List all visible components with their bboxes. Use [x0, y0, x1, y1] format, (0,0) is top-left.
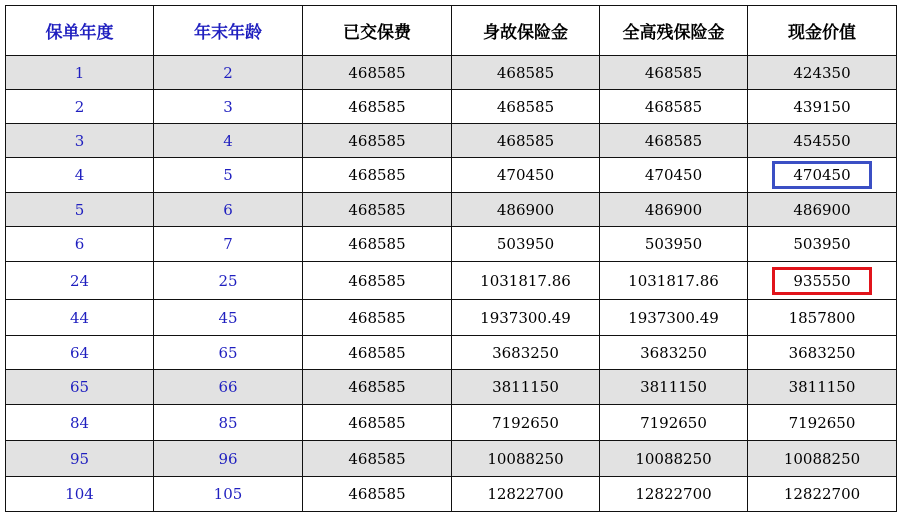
disability-benefit-cell: 1937300.49 [600, 300, 748, 336]
disability-benefit-cell: 3683250 [600, 336, 748, 370]
table-row [6, 158, 897, 193]
policy-table [5, 5, 897, 512]
cash-value-cell: 439150 [748, 90, 897, 124]
table-row [6, 56, 897, 90]
death-benefit-cell: 1937300.49 [452, 300, 600, 336]
premium-cell: 468585 [303, 124, 452, 158]
death-benefit-cell: 470450 [452, 158, 600, 193]
death-benefit-cell: 10088250 [452, 441, 600, 477]
death-benefit-cell: 1031817.86 [452, 262, 600, 300]
age-cell: 6 [154, 193, 303, 227]
death-benefit-cell: 7192650 [452, 405, 600, 441]
premium-cell: 468585 [303, 336, 452, 370]
policy-year-cell: 3 [6, 124, 154, 158]
policy-year-cell: 2 [6, 90, 154, 124]
blue-highlight-box: 470450 [772, 161, 871, 189]
death-benefit-cell: 503950 [452, 227, 600, 262]
premium-cell: 468585 [303, 227, 452, 262]
death-benefit-cell: 3811150 [452, 370, 600, 405]
table-row [6, 300, 897, 336]
table-row [6, 262, 897, 300]
cash-value-cell: 503950 [748, 227, 897, 262]
premium-cell: 468585 [303, 477, 452, 512]
age-cell: 4 [154, 124, 303, 158]
premium-cell: 468585 [303, 90, 452, 124]
premium-cell: 468585 [303, 370, 452, 405]
disability-benefit-cell: 12822700 [600, 477, 748, 512]
table-row [6, 124, 897, 158]
disability-benefit-cell: 468585 [600, 124, 748, 158]
policy-year-cell: 84 [6, 405, 154, 441]
age-cell: 45 [154, 300, 303, 336]
header-age-end-of-year: 年末年龄 [154, 6, 303, 56]
disability-benefit-cell: 470450 [600, 158, 748, 193]
table-row [6, 477, 897, 512]
cash-value-cell: 1857800 [748, 300, 897, 336]
policy-year-cell: 104 [6, 477, 154, 512]
red-highlight-box: 935550 [772, 267, 871, 295]
age-cell: 25 [154, 262, 303, 300]
age-cell: 7 [154, 227, 303, 262]
cash-value-cell: 12822700 [748, 477, 897, 512]
disability-benefit-cell: 486900 [600, 193, 748, 227]
age-cell: 2 [154, 56, 303, 90]
header-disability-benefit: 全高残保险金 [600, 6, 748, 56]
policy-year-cell: 65 [6, 370, 154, 405]
premium-cell: 468585 [303, 405, 452, 441]
age-cell: 96 [154, 441, 303, 477]
premium-cell: 468585 [303, 441, 452, 477]
premium-cell: 468585 [303, 300, 452, 336]
premium-cell: 468585 [303, 193, 452, 227]
cash-value-cell: 454550 [748, 124, 897, 158]
cash-value-cell: 10088250 [748, 441, 897, 477]
death-benefit-cell: 486900 [452, 193, 600, 227]
death-benefit-cell: 468585 [452, 124, 600, 158]
premium-cell: 468585 [303, 158, 452, 193]
age-cell: 66 [154, 370, 303, 405]
death-benefit-cell: 468585 [452, 90, 600, 124]
policy-year-cell: 95 [6, 441, 154, 477]
cash-value-cell: 3811150 [748, 370, 897, 405]
table-row [6, 441, 897, 477]
policy-year-cell: 1 [6, 56, 154, 90]
table-row [6, 336, 897, 370]
cash-value-cell: 7192650 [748, 405, 897, 441]
header-death-benefit: 身故保险金 [452, 6, 600, 56]
table-row [6, 193, 897, 227]
disability-benefit-cell: 503950 [600, 227, 748, 262]
disability-benefit-cell: 468585 [600, 56, 748, 90]
disability-benefit-cell: 7192650 [600, 405, 748, 441]
age-cell: 105 [154, 477, 303, 512]
table-row [6, 370, 897, 405]
table-row [6, 90, 897, 124]
cash-value-cell: 486900 [748, 193, 897, 227]
age-cell: 5 [154, 158, 303, 193]
age-cell: 65 [154, 336, 303, 370]
policy-year-cell: 4 [6, 158, 154, 193]
death-benefit-cell: 468585 [452, 56, 600, 90]
disability-benefit-cell: 10088250 [600, 441, 748, 477]
table-row [6, 405, 897, 441]
header-policy-year: 保单年度 [6, 6, 154, 56]
disability-benefit-cell: 468585 [600, 90, 748, 124]
disability-benefit-cell: 3811150 [600, 370, 748, 405]
cash-value-cell: 424350 [748, 56, 897, 90]
premium-cell: 468585 [303, 56, 452, 90]
disability-benefit-cell: 1031817.86 [600, 262, 748, 300]
policy-year-cell: 44 [6, 300, 154, 336]
death-benefit-cell: 3683250 [452, 336, 600, 370]
cash-value-cell: 3683250 [748, 336, 897, 370]
policy-year-cell: 6 [6, 227, 154, 262]
policy-year-cell: 5 [6, 193, 154, 227]
header-row [6, 6, 897, 56]
age-cell: 85 [154, 405, 303, 441]
table-row [6, 227, 897, 262]
cash-value-cell [748, 262, 897, 300]
header-cash-value: 现金价值 [748, 6, 897, 56]
premium-cell: 468585 [303, 262, 452, 300]
header-premium-paid: 已交保费 [303, 6, 452, 56]
death-benefit-cell: 12822700 [452, 477, 600, 512]
age-cell: 3 [154, 90, 303, 124]
cash-value-cell [748, 158, 897, 193]
policy-year-cell: 24 [6, 262, 154, 300]
policy-year-cell: 64 [6, 336, 154, 370]
